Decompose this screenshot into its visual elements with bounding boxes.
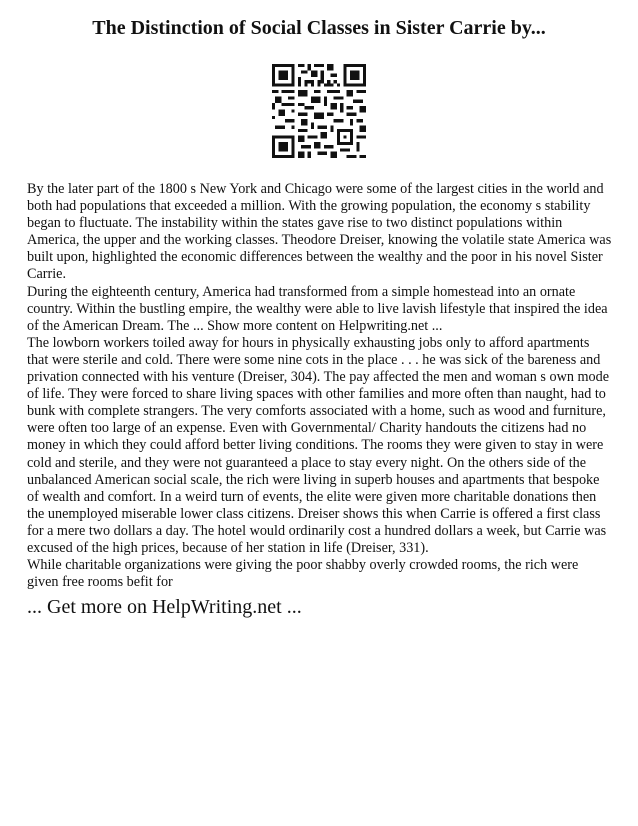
paragraph: The lowborn workers toiled away for hours in physically exhausting jobs only to afford apartments that were sterile and cold. There were some nine cots in the place . . . he was sick of the bareness and privation connected with his venture (Dreiser, 304). The pay affected the men and woman s own mode of life. They were forced to share living spaces with other families and more often than naught, had to bunk with complete strangers. The very comforts associated with a home, such as wood and furniture, were often too large of an expense. Even with Governmental/ Charity handouts the citizens had no money in which they could afford better living conditions. The rooms they were given to stay in were cold and sterile, and they were not guaranteed a place to stay every night. On the others side of the unbalanced American social scale, the rich were living in superb houses and apartments that bespoke of wealth and comfort. In a weird turn of events, the elite were given more charitable donations then the unemployed miserable lower class citizens. Dreiser shows this when Carrie is offered a first class for a mere two dollars a day. The hotel would ordinarily cost a hundred dollars a week, but Carrie was excused of the high prices, because of her station in life (Dreiser, 331). <box>27 334 609 556</box>
page-title: The Distinction of Social Classes in Sister Carrie by... <box>92 17 546 39</box>
get-more-link[interactable]: ... Get more on HelpWriting.net ... <box>27 596 302 618</box>
article-body <box>27 181 613 591</box>
paragraph: While charitable organizations were giving the poor shabby overly crowded rooms, the rich were given free rooms befit for <box>27 557 579 591</box>
qr-code-icon <box>272 64 366 158</box>
paragraph: By the later part of the 1800 s New York and Chicago were some of the largest cities in the world and both had populations that exceeded a million. With the growing population, the economy s stability began to fluctuate. The instability within the states gave rise to two distinct populations within America, the upper and the working classes. Theodore Dreiser, knowing the volatile state America was built upon, highlighted the economic differences between the wealthy and the poor in his novel Sister Carrie. <box>27 181 612 283</box>
paragraph: During the eighteenth century, America had transformed from a simple homestead into an ornate country. Within the bustling empire, the wealthy were able to live lavish lifestyle that inspired the idea of the American Dream. The ... Show more content on Helpwriting.net ... <box>27 283 608 334</box>
